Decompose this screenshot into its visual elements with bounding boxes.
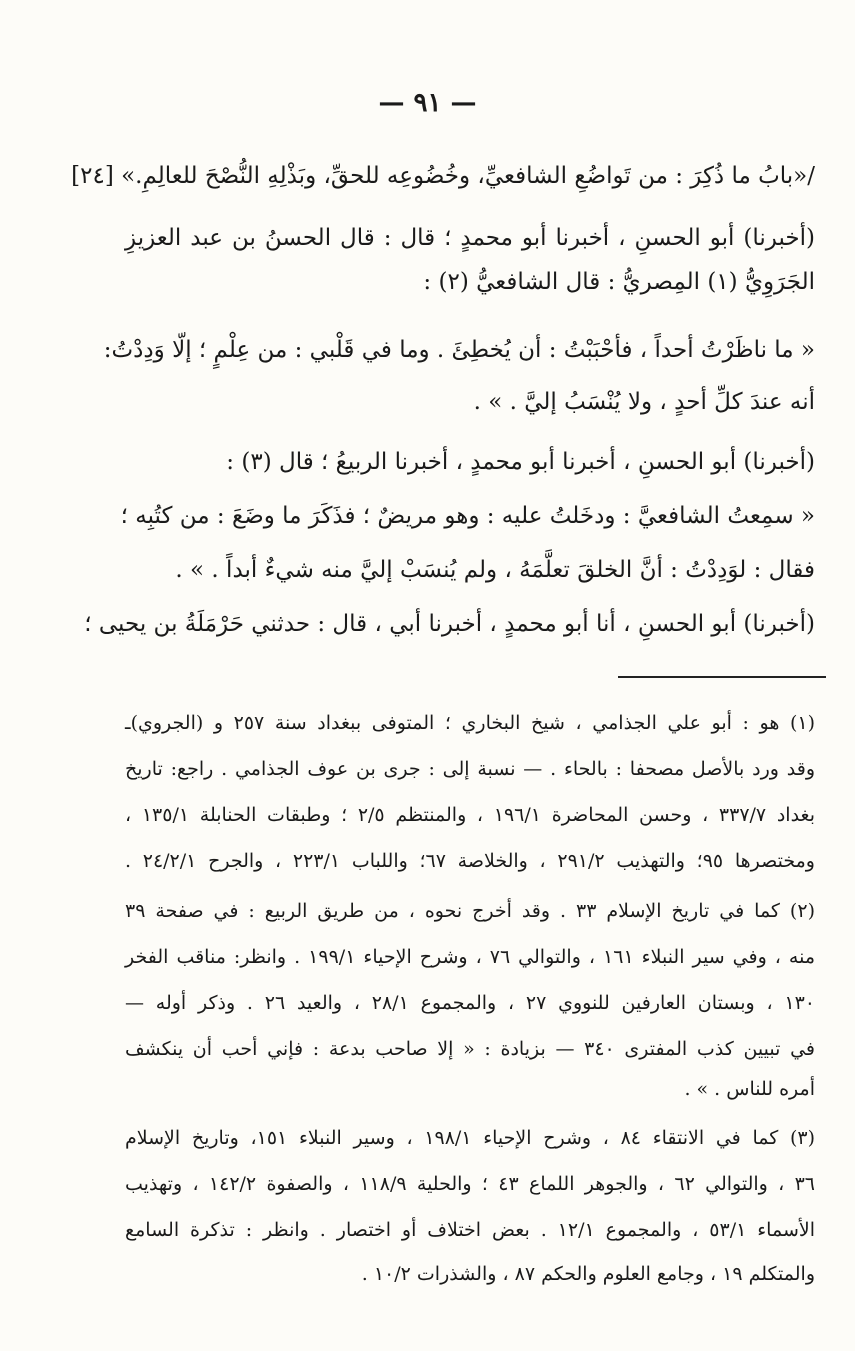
isnad-1-line-1: (أخبرنا) أبو الحسنِ ، أخبرنا أبو محمدٍ ؛ قال : قال الحسنُ بن عبد العزيزِ — [125, 225, 815, 251]
footnote-3-line-4: والمتكلم ١٩ ، وجامع العلوم والحكم ٨٧ ، والشذرات ١٠/٢ . — [361, 1263, 815, 1285]
footnote-2-line-5: أمره للناس . » . — [684, 1078, 815, 1100]
footnote-1-line-4: ومختصرها ٩٥؛ والتهذيب ٢٩١/٢ ، والخلاصة ٦٧؛ واللباب ٢٢٣/١ ، والجرح ٢٤/٢/١ . — [125, 850, 815, 872]
footnote-1-line-1: (١) هو : أبو علي الجذامي ، شيخ البخاري ؛ المتوفى ببغداد سنة ٢٥٧ و (الجروي)ـ — [125, 712, 815, 734]
footnote-2-line-2: منه ، وفي سير النبلاء ١٦١ ، والتوالي ٧٦ ، وشرح الإحياء ١٩٩/١ . وانظر: مناقب الفخر — [125, 946, 815, 968]
chapter-heading: /«بابُ ما ذُكِرَ : من تَواضُعِ الشافعيِّ، وخُضُوعِه للحقِّ، وبَذْلِهِ النُّصْحَ للعالِمِ.» [٢٤] — [71, 163, 815, 189]
isnad-2-line-1: (أخبرنا) أبو الحسنِ ، أخبرنا أبو محمدٍ ، أخبرنا الربيعُ ؛ قال (٣) : — [226, 449, 815, 475]
footnote-separator — [618, 676, 826, 678]
footnote-2-line-4: في تبيين كذب المفترى ٣٤٠ — بزيادة : « إلا صاحب بدعة : فإني أحب أن ينكشف — [125, 1038, 815, 1060]
footnote-2-line-1: (٢) كما في تاريخ الإسلام ٣٣ . وقد أخرج نحوه ، من طريق الربيع : في صفحة ٣٩ — [125, 900, 815, 922]
quote-2-line-2: فقال : لوَدِدْتُ : أنَّ الخلقَ تعلَّمَهُ ، ولم يُنسَبْ إليَّ منه شيءٌ أبداً . » . — [175, 557, 815, 583]
footnote-3-line-3: الأسماء ٥٣/١ ، والمجموع ١٢/١ . بعض اختلاف أو اختصار . وانظر : تذكرة السامع — [125, 1219, 815, 1241]
quote-2-line-1: « سمِعتُ الشافعيَّ : ودخَلتُ عليه : وهو مريضٌ ؛ فذَكَرَ ما وضَعَ : من كتُبِه ؛ — [120, 503, 815, 529]
quote-1-line-2: أنه عندَ كلِّ أحدٍ ، ولا يُنْسَبُ إليَّ . » . — [473, 389, 815, 415]
footnote-2-line-3: ١٣٠ ، وبستان العارفين للنووي ٢٧ ، والمجموع ٢٨/١ ، والعيد ٢٦ . وذكر أوله — — [125, 992, 815, 1014]
page-number: — ٩١ — — [378, 88, 477, 118]
isnad-1-line-2: الجَرَوِيُّ (١) المِصريُّ : قال الشافعيُّ (٢) : — [423, 269, 815, 295]
footnote-3-line-2: ٣٦ ، والتوالي ٦٢ ، والجوهر اللماع ٤٣ ؛ والحلية ١١٨/٩ ، والصفوة ١٤٢/٢ ، وتهذيب — [125, 1173, 815, 1195]
footnote-1-line-2: وقد ورد بالأصل مصحفا : بالحاء . — نسبة إلى : جرى بن عوف الجذامي . راجع: تاريخ — [125, 758, 815, 780]
footnote-3-line-1: (٣) كما في الانتقاء ٨٤ ، وشرح الإحياء ١٩٨/١ ، وسير النبلاء ١٥١، وتاريخ الإسلام — [125, 1127, 816, 1149]
quote-1-line-1: « ما ناظَرْتُ أحداً ، فأحْبَبْتُ : أن يُخطِئَ . وما في قَلْبي : من عِلْمٍ ؛ إلّا وَدِدْتُ: — [103, 337, 815, 363]
footnote-1-line-3: بغداد ٣٣٧/٧ ، وحسن المحاضرة ١٩٦/١ ، والمنتظم ٢/٥ ؛ وطبقات الحنابلة ١٣٥/١ ، — [125, 804, 815, 826]
isnad-3-line-1: (أخبرنا) أبو الحسنِ ، أنا أبو محمدٍ ، أخبرنا أبي ، قال : حدثني حَرْمَلَةُ بن يحيى ؛ — [84, 611, 815, 637]
